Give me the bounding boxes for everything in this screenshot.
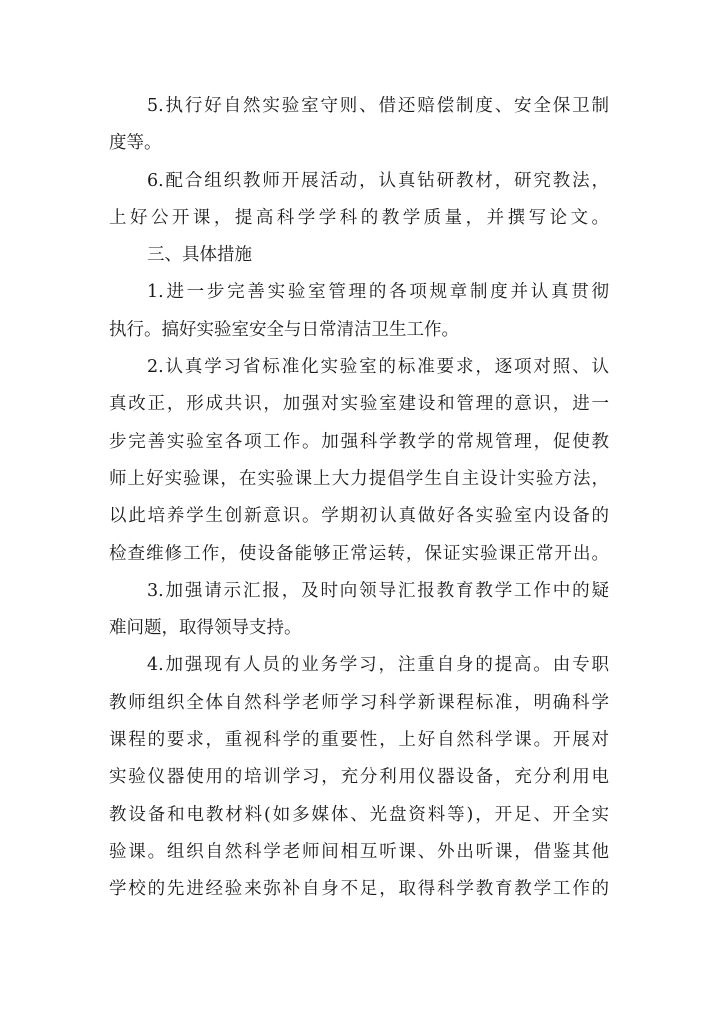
text-line: 1.进一步完善实验室管理的各项规章制度并认真贯彻 <box>147 282 609 303</box>
text-line: 6.配合组织教师开展活动，认真钻研教材，研究教法， <box>147 170 609 191</box>
text-line: 4.加强现有人员的业务学习，注重自身的提高。由专职 <box>147 655 609 676</box>
text-line: 以此培养学生创新意识。学期初认真做好各实验室内设备的 <box>109 506 609 527</box>
text-line: 学校的先进经验来弥补自身不足，取得科学教育教学工作的 <box>109 879 609 900</box>
text-line: 课程的要求，重视科学的重要性，上好自然科学课。开展对 <box>109 730 609 751</box>
text-line: 度等。 <box>109 133 162 154</box>
text-line: 教设备和电教材料(如多媒体、光盘资料等)，开足、开全实 <box>109 804 609 825</box>
text-line: 实验仪器使用的培训学习，充分利用仪器设备，充分利用电 <box>109 767 609 788</box>
text-line: 三、具体措施 <box>147 245 252 266</box>
text-line: 上好公开课，提高科学学科的教学质量，并撰写论文。 <box>109 207 609 228</box>
text-line: 执行。搞好实验室安全与日常清洁卫生工作。 <box>109 319 459 340</box>
text-line: 步完善实验室各项工作。加强科学教学的常规管理，促使教 <box>109 431 609 452</box>
text-line: 难问题，取得领导支持。 <box>109 618 302 639</box>
text-line: 3.加强请示汇报，及时向领导汇报教育教学工作中的疑 <box>147 580 609 601</box>
text-line: 检查维修工作，使设备能够正常运转，保证实验课正常开出。 <box>109 543 609 564</box>
text-line: 师上好实验课，在实验课上大力提倡学生自主设计实验方法， <box>109 468 609 489</box>
text-line: 5.执行好自然实验室守则、借还赔偿制度、安全保卫制 <box>147 96 609 116</box>
text-line: 真改正，形成共识，加强对实验室建设和管理的意识，进一 <box>109 394 609 415</box>
text-line: 2.认真学习省标准化实验室的标准要求，逐项对照、认 <box>147 357 609 378</box>
document-body <box>109 88 609 909</box>
text-line: 验课。组织自然科学老师间相互听课、外出听课，借鉴其他 <box>109 841 609 862</box>
text-line: 教师组织全体自然科学老师学习科学新课程标准，明确科学 <box>109 692 609 713</box>
